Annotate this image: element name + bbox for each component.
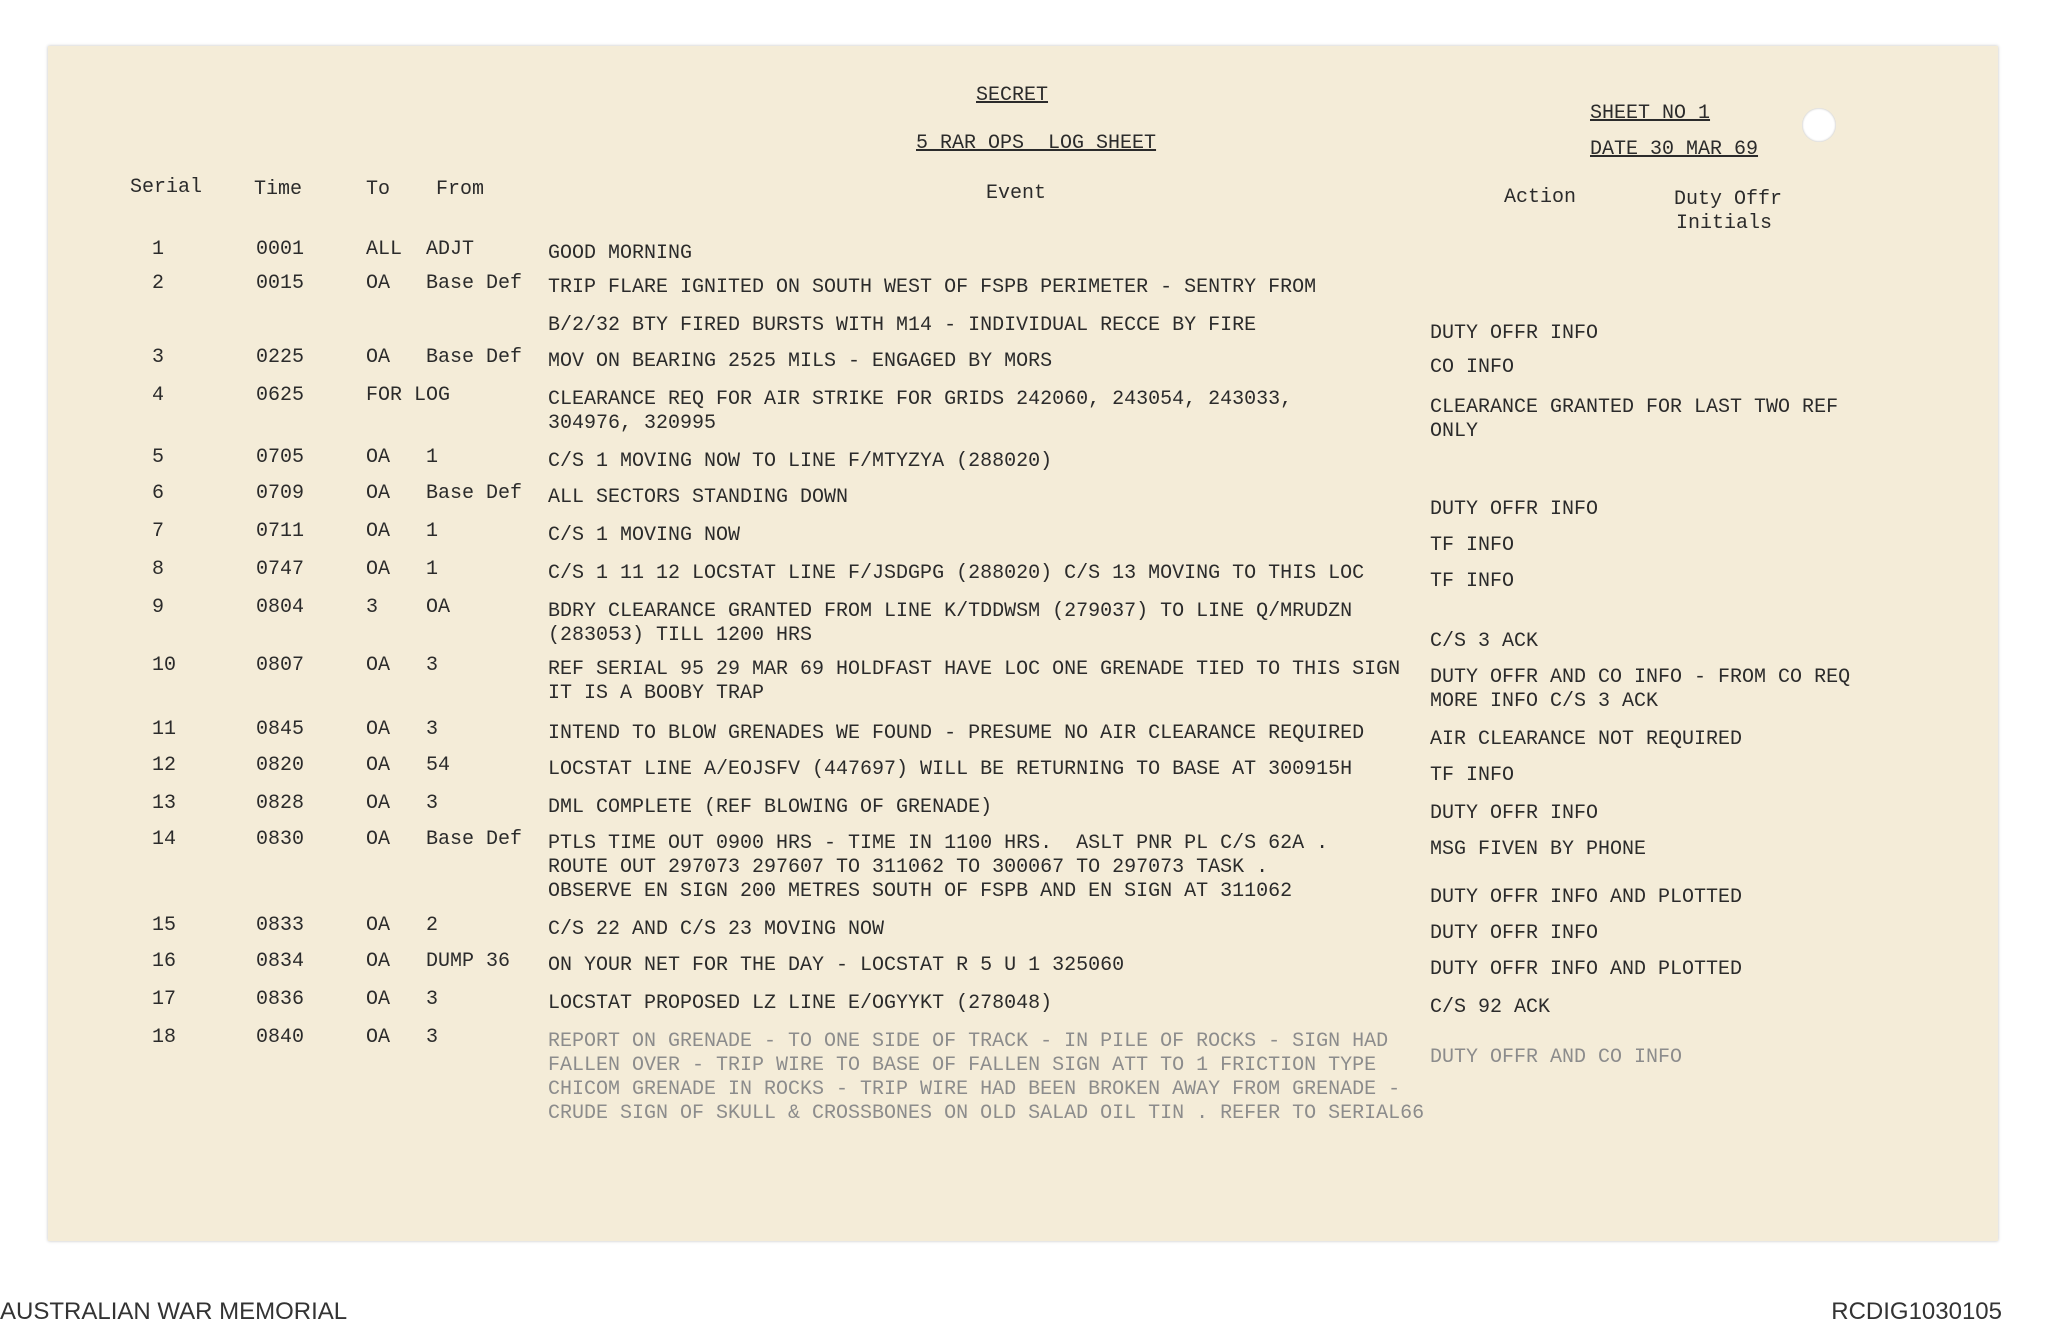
cell-time: 0711	[256, 520, 305, 543]
cell-action-line: CLEARANCE GRANTED FOR LAST TWO REF	[1430, 396, 1839, 419]
cell-event-line: INTEND TO BLOW GRENADES WE FOUND - PRESUME NO AIR CLEARANCE REQUIRED	[548, 722, 1365, 745]
cell-to: OA	[366, 482, 391, 505]
cell-event-line: ALL SECTORS STANDING DOWN	[548, 486, 849, 509]
cell-event-line: FALLEN OVER - TRIP WIRE TO BASE OF FALLEN SIGN ATT TO 1 FRICTION TYPE	[548, 1054, 1377, 1077]
cell-event-line: (283053) TILL 1200 HRS	[548, 624, 813, 647]
footer-archive-label: AUSTRALIAN WAR MEMORIAL	[0, 1298, 348, 1325]
cell-event-line: REPORT ON GRENADE - TO ONE SIDE OF TRACK - IN PILE OF ROCKS - SIGN HAD	[548, 1030, 1389, 1053]
cell-action-line: C/S 92 ACK	[1430, 996, 1551, 1019]
cell-to: OA	[366, 272, 391, 295]
cell-action-line: DUTY OFFR INFO AND PLOTTED	[1430, 958, 1743, 981]
cell-serial: 16	[152, 950, 177, 973]
cell-time: 0709	[256, 482, 305, 505]
cell-time: 0804	[256, 596, 305, 619]
cell-serial: 14	[152, 828, 177, 851]
column-header-event: Event	[986, 182, 1047, 205]
cell-from: 1	[426, 520, 439, 543]
sheet-number: SHEET NO 1	[1590, 102, 1711, 125]
cell-serial: 7	[152, 520, 165, 543]
sheet-date: DATE 30 MAR 69	[1590, 138, 1759, 161]
column-header-to: To	[366, 178, 391, 201]
cell-serial: 3	[152, 346, 165, 369]
cell-to: OA	[366, 446, 391, 469]
column-header-serial: Serial	[130, 176, 203, 199]
cell-to: OA	[366, 754, 391, 777]
cell-event-line: ON YOUR NET FOR THE DAY - LOCSTAT R 5 U 1 325060	[548, 954, 1125, 977]
cell-event-line: 304976, 320995	[548, 412, 717, 435]
cell-serial: 12	[152, 754, 177, 777]
cell-event-line: CHICOM GRENADE IN ROCKS - TRIP WIRE HAD BEEN BROKEN AWAY FROM GRENADE -	[548, 1078, 1401, 1101]
cell-action-line: ONLY	[1430, 420, 1479, 443]
cell-to: 3	[366, 596, 379, 619]
cell-from: ADJT	[426, 238, 475, 261]
cell-event-line: OBSERVE EN SIGN 200 METRES SOUTH OF FSPB AND EN SIGN AT 311062	[548, 880, 1293, 903]
cell-action-line: CO INFO	[1430, 356, 1515, 379]
column-header-duty-offr: Duty Offr	[1674, 188, 1783, 211]
cell-time: 0836	[256, 988, 305, 1011]
cell-time: 0833	[256, 914, 305, 937]
cell-event-line: IT IS A BOOBY TRAP	[548, 682, 765, 705]
cell-event-line: LOCSTAT LINE A/EOJSFV (447697) WILL BE RETURNING TO BASE AT 300915H	[548, 758, 1353, 781]
cell-event-line: B/2/32 BTY FIRED BURSTS WITH M14 - INDIVIDUAL RECCE BY FIRE	[548, 314, 1257, 337]
cell-from: 3	[426, 988, 439, 1011]
cell-serial: 1	[152, 238, 165, 261]
cell-to: OA	[366, 1026, 391, 1049]
cell-event-line: C/S 1 MOVING NOW	[548, 524, 741, 547]
cell-serial: 17	[152, 988, 177, 1011]
cell-time: 0840	[256, 1026, 305, 1049]
cell-from: Base Def	[426, 272, 523, 295]
cell-to: OA	[366, 950, 391, 973]
page-title: 5 RAR OPS LOG SHEET	[916, 132, 1157, 155]
cell-from: OA	[426, 596, 451, 619]
cell-from: 3	[426, 792, 439, 815]
cell-from: 3	[426, 718, 439, 741]
classification-label: SECRET	[976, 84, 1049, 107]
cell-action-line: DUTY OFFR INFO	[1430, 498, 1599, 521]
cell-time: 0705	[256, 446, 305, 469]
cell-action-line: DUTY OFFR INFO	[1430, 322, 1599, 345]
cell-from: 3	[426, 1026, 439, 1049]
cell-to: OA	[366, 828, 391, 851]
cell-event-line: DML COMPLETE (REF BLOWING OF GRENADE)	[548, 796, 993, 819]
cell-time: 0015	[256, 272, 305, 295]
cell-action-line: TF INFO	[1430, 570, 1515, 593]
cell-from: 54	[426, 754, 451, 777]
cell-event-line: LOCSTAT PROPOSED LZ LINE E/OGYYKT (278048)	[548, 992, 1053, 1015]
cell-to: OA	[366, 988, 391, 1011]
cell-to: OA	[366, 520, 391, 543]
cell-event-line: REF SERIAL 95 29 MAR 69 HOLDFAST HAVE LOC ONE GRENADE TIED TO THIS SIGN	[548, 658, 1401, 681]
cell-time: 0001	[256, 238, 305, 261]
column-header-time: Time	[254, 178, 303, 201]
column-header-initials: Initials	[1676, 212, 1773, 235]
cell-action-line: DUTY OFFR INFO AND PLOTTED	[1430, 886, 1743, 909]
cell-event-line: C/S 22 AND C/S 23 MOVING NOW	[548, 918, 885, 941]
cell-serial: 4	[152, 384, 165, 407]
cell-from: Base Def	[426, 828, 523, 851]
cell-action-line: DUTY OFFR AND CO INFO	[1430, 1046, 1683, 1069]
cell-time: 0807	[256, 654, 305, 677]
cell-from: 2	[426, 914, 439, 937]
cell-from: Base Def	[426, 482, 523, 505]
cell-serial: 2	[152, 272, 165, 295]
cell-serial: 6	[152, 482, 165, 505]
footer-record-id: RCDIG1030105	[1831, 1298, 2002, 1325]
cell-time: 0834	[256, 950, 305, 973]
cell-from: 3	[426, 654, 439, 677]
cell-time: 0845	[256, 718, 305, 741]
cell-action-line: DUTY OFFR AND CO INFO - FROM CO REQ	[1430, 666, 1851, 689]
column-header-action: Action	[1504, 186, 1577, 209]
cell-from: DUMP 36	[426, 950, 511, 973]
cell-action-line: TF INFO	[1430, 534, 1515, 557]
cell-to: FOR LOG	[366, 384, 451, 407]
cell-to: OA	[366, 792, 391, 815]
cell-event-line: CRUDE SIGN OF SKULL & CROSSBONES ON OLD SALAD OIL TIN . REFER TO SERIAL66	[548, 1102, 1425, 1125]
cell-action-line: MORE INFO C/S 3 ACK	[1430, 690, 1659, 713]
cell-event-line: ROUTE OUT 297073 297607 TO 311062 TO 300067 TO 297073 TASK .	[548, 856, 1269, 879]
cell-event-line: PTLS TIME OUT 0900 HRS - TIME IN 1100 HRS. ASLT PNR PL C/S 62A .	[548, 832, 1329, 855]
cell-event-line: TRIP FLARE IGNITED ON SOUTH WEST OF FSPB PERIMETER - SENTRY FROM	[548, 276, 1317, 299]
cell-serial: 18	[152, 1026, 177, 1049]
cell-serial: 9	[152, 596, 165, 619]
cell-serial: 11	[152, 718, 177, 741]
cell-to: ALL	[366, 238, 403, 261]
cell-serial: 15	[152, 914, 177, 937]
cell-event-line: C/S 1 11 12 LOCSTAT LINE F/JSDGPG (288020) C/S 13 MOVING TO THIS LOC	[548, 562, 1365, 585]
cell-time: 0820	[256, 754, 305, 777]
cell-from: 1	[426, 446, 439, 469]
cell-time: 0225	[256, 346, 305, 369]
cell-event-line: C/S 1 MOVING NOW TO LINE F/MTYZYA (288020)	[548, 450, 1053, 473]
cell-to: OA	[366, 718, 391, 741]
cell-time: 0747	[256, 558, 305, 581]
cell-to: OA	[366, 914, 391, 937]
cell-time: 0830	[256, 828, 305, 851]
cell-serial: 10	[152, 654, 177, 677]
column-header-from: From	[436, 178, 485, 201]
cell-action-line: C/S 3 ACK	[1430, 630, 1539, 653]
cell-serial: 8	[152, 558, 165, 581]
cell-action-line: DUTY OFFR INFO	[1430, 802, 1599, 825]
cell-action-line: AIR CLEARANCE NOT REQUIRED	[1430, 728, 1743, 751]
punch-hole	[1802, 108, 1836, 142]
cell-to: OA	[366, 346, 391, 369]
cell-event-line: BDRY CLEARANCE GRANTED FROM LINE K/TDDWSM (279037) TO LINE Q/MRUDZN	[548, 600, 1353, 623]
cell-serial: 13	[152, 792, 177, 815]
cell-to: OA	[366, 654, 391, 677]
cell-time: 0828	[256, 792, 305, 815]
cell-event-line: CLEARANCE REQ FOR AIR STRIKE FOR GRIDS 242060, 243054, 243033,	[548, 388, 1293, 411]
cell-from: 1	[426, 558, 439, 581]
cell-event-line: MOV ON BEARING 2525 MILS - ENGAGED BY MORS	[548, 350, 1053, 373]
cell-serial: 5	[152, 446, 165, 469]
cell-time: 0625	[256, 384, 305, 407]
cell-to: OA	[366, 558, 391, 581]
cell-event-line: GOOD MORNING	[548, 242, 693, 265]
cell-from: Base Def	[426, 346, 523, 369]
cell-action-line: TF INFO	[1430, 764, 1515, 787]
cell-action-line: MSG FIVEN BY PHONE	[1430, 838, 1647, 861]
cell-action-line: DUTY OFFR INFO	[1430, 922, 1599, 945]
